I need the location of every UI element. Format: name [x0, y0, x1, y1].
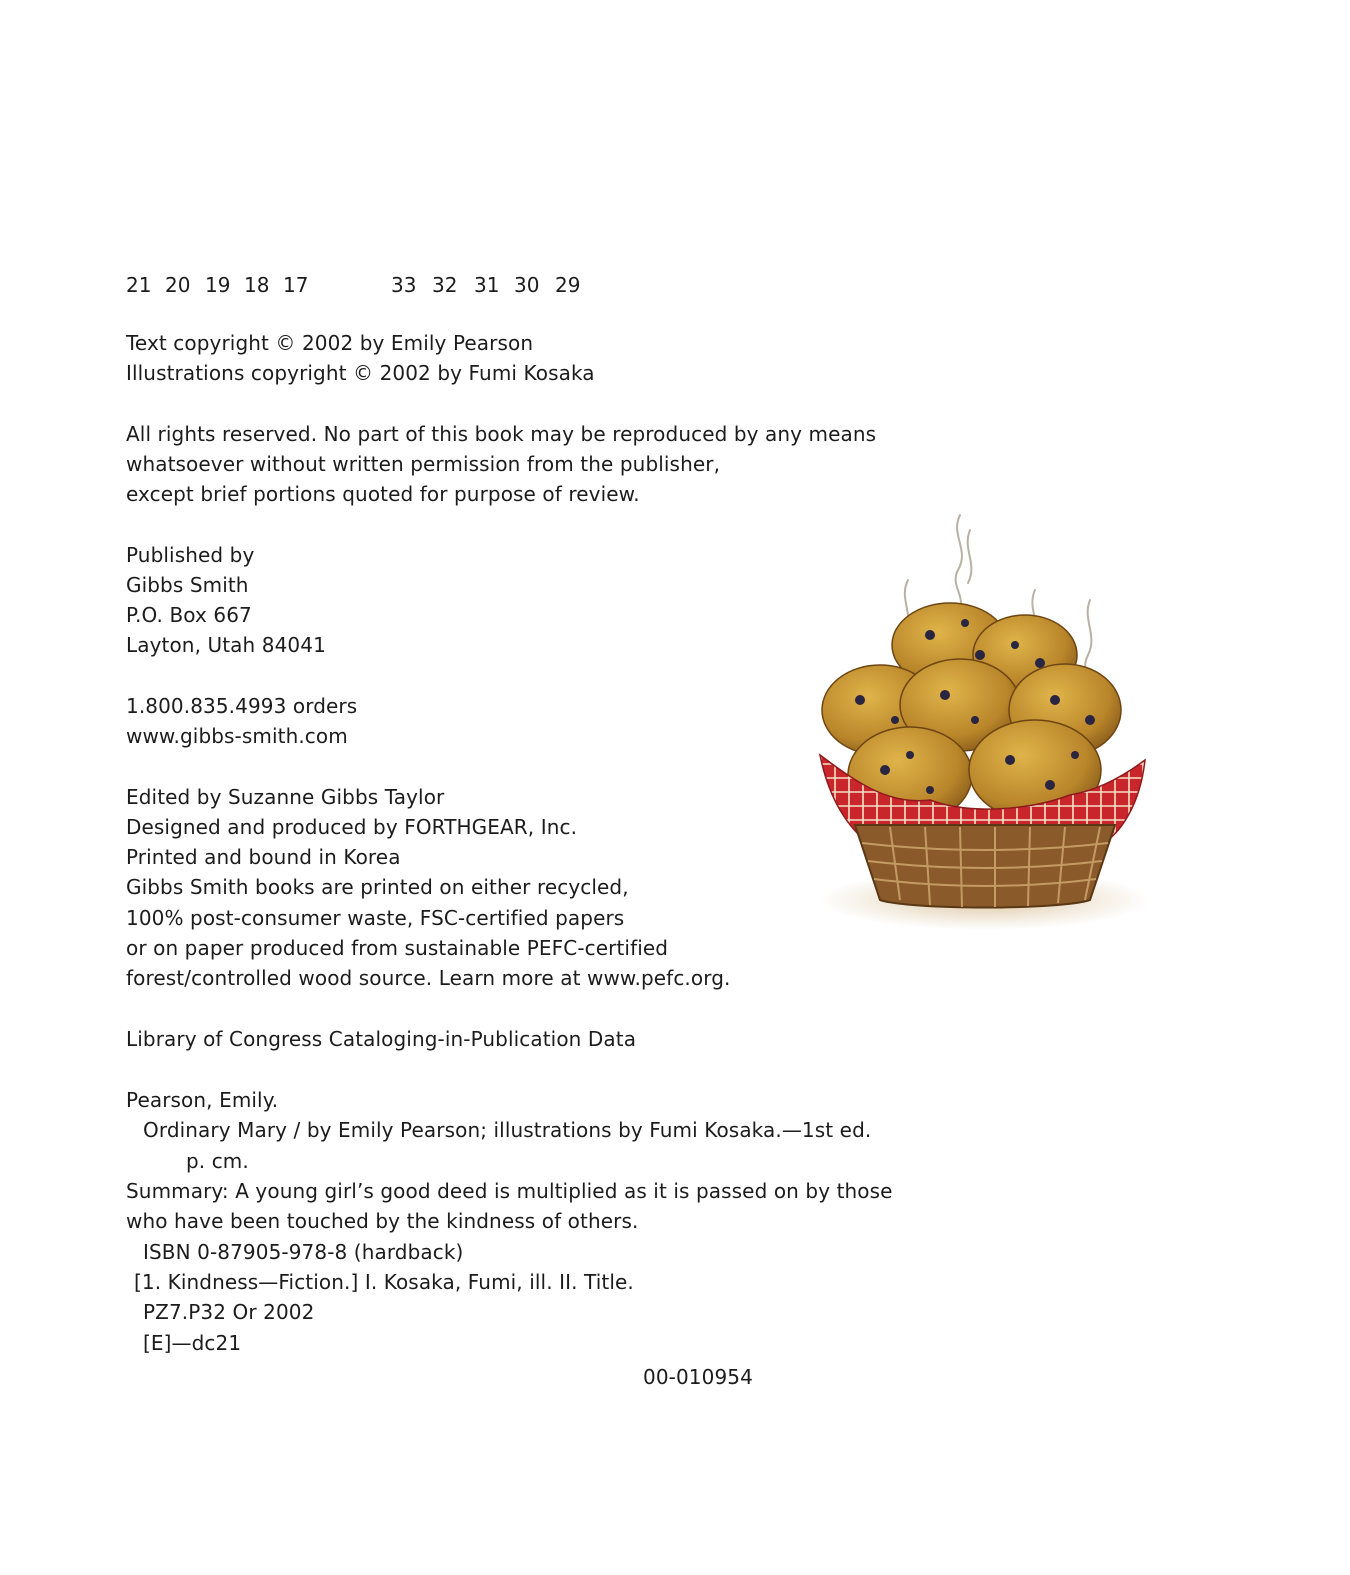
publisher-line: P.O. Box 667	[126, 603, 252, 627]
illustrations-copyright: Illustrations copyright © 2002 by Fumi Kosaka	[126, 361, 595, 385]
cip-author: Pearson, Emily.	[126, 1088, 279, 1112]
rights-line: except brief portions quoted for purpose of review.	[126, 482, 640, 506]
printing-number: 29	[555, 273, 581, 297]
printing-number: 21	[126, 273, 152, 297]
basket-shape	[855, 825, 1115, 908]
printing-number: 31	[474, 273, 500, 297]
production-line: or on paper produced from sustainable PEFC-certified	[126, 936, 669, 960]
cip-pcm: p. cm.	[186, 1149, 249, 1173]
cip-lccn: 00-010954	[643, 1365, 753, 1389]
cip-summary: Summary: A young girl’s good deed is multiplied as it is passed on by those	[126, 1179, 893, 1203]
printing-number: 20	[165, 273, 191, 297]
printing-number: 33	[391, 273, 417, 297]
rights-line: whatsoever without written permission from the publisher,	[126, 452, 721, 476]
cip-dewey: [E]—dc21	[143, 1331, 242, 1355]
publisher-line: Published by	[126, 543, 255, 567]
production-line: Designed and produced by FORTHGEAR, Inc.	[126, 815, 578, 839]
printing-number: 30	[514, 273, 540, 297]
production-line: 100% post-consumer waste, FSC-certified papers	[126, 906, 625, 930]
text-copyright: Text copyright © 2002 by Emily Pearson	[126, 331, 534, 355]
production-line: Gibbs Smith books are printed on either recycled,	[126, 875, 629, 899]
publisher-line: Gibbs Smith	[126, 573, 249, 597]
cip-title-line: Ordinary Mary / by Emily Pearson; illustrations by Fumi Kosaka.—1st ed.	[143, 1118, 872, 1142]
cip-subjects: [1. Kindness—Fiction.] I. Kosaka, Fumi, ill. II. Title.	[134, 1270, 634, 1294]
cip-classification: PZ7.P32 Or 2002	[143, 1300, 315, 1324]
printing-number: 18	[244, 273, 270, 297]
publisher-line: Layton, Utah 84041	[126, 633, 326, 657]
production-line: Printed and bound in Korea	[126, 845, 401, 869]
cip-summary: who have been touched by the kindness of others.	[126, 1209, 639, 1233]
production-line: forest/controlled wood source. Learn more at www.pefc.org.	[126, 966, 731, 990]
phone-line: 1.800.835.4993 orders	[126, 694, 358, 718]
printing-number: 17	[283, 273, 309, 297]
printing-number: 32	[432, 273, 458, 297]
rights-line: All rights reserved. No part of this book may be reproduced by any means	[126, 422, 877, 446]
website-line: www.gibbs-smith.com	[126, 724, 348, 748]
cip-heading: Library of Congress Cataloging-in-Publication Data	[126, 1027, 637, 1051]
printing-number: 19	[205, 273, 231, 297]
cip-isbn: ISBN 0-87905-978-8 (hardback)	[143, 1240, 464, 1264]
muffin-basket-illustration	[800, 505, 1160, 955]
production-line: Edited by Suzanne Gibbs Taylor	[126, 785, 445, 809]
